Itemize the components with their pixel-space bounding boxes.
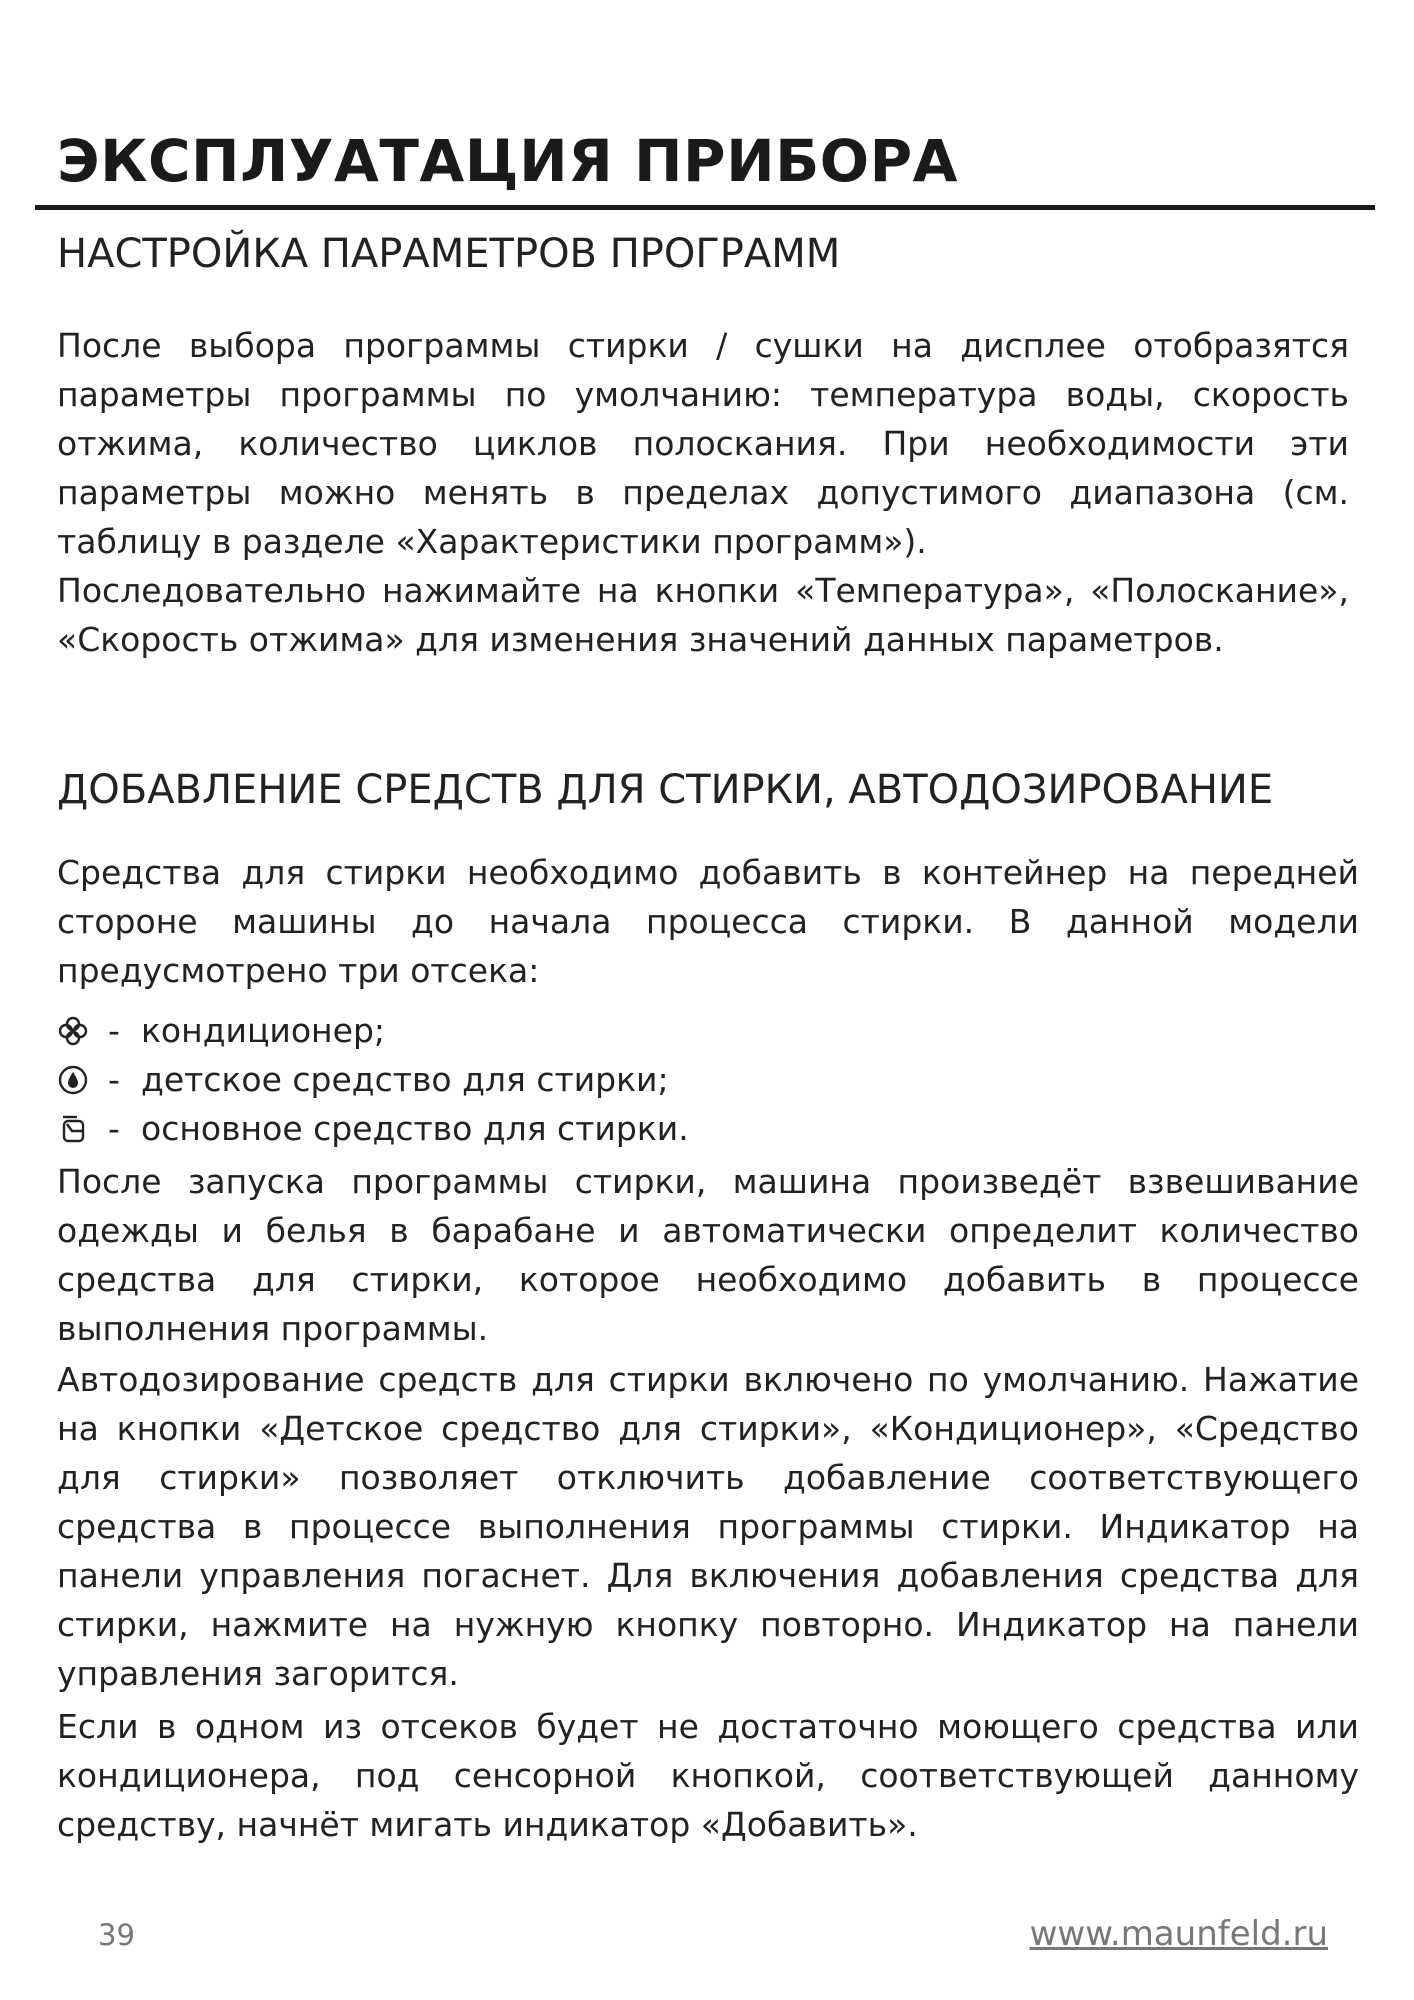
drop-icon: [57, 1064, 89, 1096]
list-dash: -: [108, 1011, 120, 1050]
list-item-label: основное средство для стирки.: [141, 1109, 689, 1148]
list-item-baby-detergent: [57, 1055, 669, 1104]
paragraph-autodosing: Автодозирование средств для стирки включено по умолчанию. Нажатие на кнопки «Детское средство для стирки», «Кондиционер», «Средство для стирки» позволяет отключить добавление соответствующего средства в процессе выполнения программы стирки. Индикатор на панели управления погаснет. Для включения добавления средства для стирки, нажмите на нужную кнопку повторно. Индикатор на панели управления загорится.: [57, 1360, 1359, 1693]
paragraph-refill-indicator: Если в одном из отсеков будет не достаточно моющего средства или кондиционера, под сенсорной кнопкой, соответствующей данному средству, начнёт мигать индикатор «Добавить».: [57, 1707, 1359, 1844]
paragraph-weighing: После запуска программы стирки, машина произведёт взвешивание одежды и белья в барабане и автоматически определит количество средства для стирки, которое необходимо добавить в процессе выполнения программы.: [57, 1162, 1359, 1348]
paragraph-default-parameters: После выбора программы стирки / сушки на дисплее отобразятся параметры программы по умолчанию: температура воды, скорость отжима, количество циклов полоскания. При необходимости эти параметры можно менять в пределах допустимого диапазона (см. таблицу в разделе «Характеристики программ»).: [57, 326, 1349, 561]
website-link[interactable]: www.maunfeld.ru: [1029, 1914, 1328, 1954]
list-dash: -: [108, 1060, 120, 1099]
list-item-label: детское средство для стирки;: [141, 1060, 669, 1099]
page-number: 39: [98, 1918, 135, 1952]
flower-icon: [57, 1015, 89, 1047]
section-heading-program-settings: НАСТРОЙКА ПАРАМЕТРОВ ПРОГРАММ: [57, 231, 841, 277]
title-divider: [35, 205, 1375, 210]
page-title: ЭКСПЛУАТАЦИЯ ПРИБОРА: [57, 127, 959, 195]
list-item-label: кондиционер;: [141, 1011, 386, 1050]
list-item-conditioner: [57, 1006, 385, 1055]
paragraph-detergent-intro: Средства для стирки необходимо добавить в контейнер на передней стороне машины до начала процесса стирки. В данной модели предусмотрено три отсека:: [57, 853, 1359, 990]
list-dash: -: [108, 1109, 120, 1148]
paragraph-parameter-buttons: Последовательно нажимайте на кнопки «Температура», «Полоскание», «Скорость отжима» для изменения значений данных параметров.: [57, 571, 1349, 659]
list-item-main-detergent: [57, 1104, 689, 1153]
section-heading-detergent-autodosing: ДОБАВЛЕНИЕ СРЕДСТВ ДЛЯ СТИРКИ, АВТОДОЗИРОВАНИЕ: [57, 767, 1274, 813]
detergent-container-icon: [57, 1113, 89, 1145]
